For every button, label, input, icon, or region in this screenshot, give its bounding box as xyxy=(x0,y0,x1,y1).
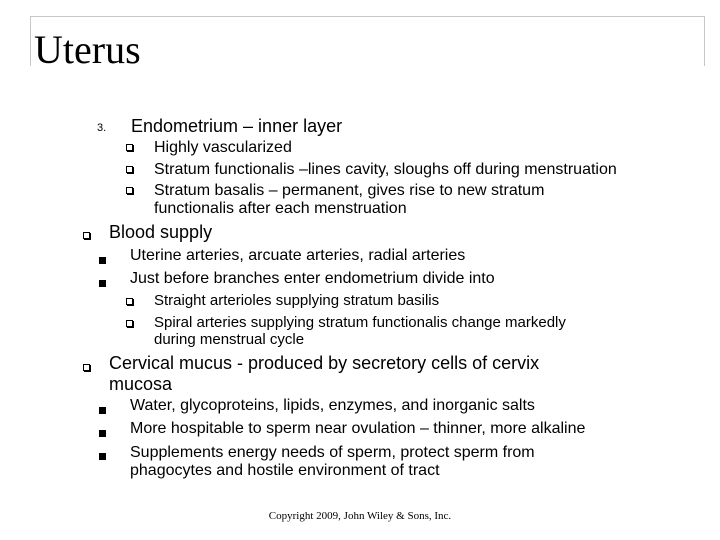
hollow-square-bullet-icon xyxy=(126,320,133,327)
list-item: More hospitable to sperm near ovulation – thinner, more alkaline xyxy=(130,420,586,437)
hollow-square-bullet-icon xyxy=(126,144,133,151)
list-item-continuation: during menstrual cycle xyxy=(154,331,305,348)
list-item: Water, glycoproteins, lipids, enzymes, and inorganic salts xyxy=(130,397,535,414)
title-frame-right xyxy=(704,16,705,66)
list-item: Stratum basalis – permanent, gives rise to new stratum xyxy=(154,182,545,199)
list-item: Straight arterioles supplying stratum basilis xyxy=(154,292,440,309)
slide-title: Uterus xyxy=(34,27,141,72)
solid-square-bullet-icon xyxy=(99,257,106,264)
endometrium-heading: Endometrium – inner layer xyxy=(131,116,343,136)
hollow-square-bullet-icon xyxy=(83,364,90,371)
title-frame-top xyxy=(30,16,705,17)
solid-square-bullet-icon xyxy=(99,407,106,414)
list-item: Spiral arteries supplying stratum functionalis change markedly xyxy=(154,314,566,331)
solid-square-bullet-icon xyxy=(99,280,106,287)
blood-supply-heading: Blood supply xyxy=(109,222,213,242)
list-item: Supplements energy needs of sperm, protect sperm from xyxy=(130,444,535,461)
list-number: 3. xyxy=(97,122,107,134)
hollow-square-bullet-icon xyxy=(126,298,133,305)
hollow-square-bullet-icon xyxy=(83,232,90,239)
title-frame-left xyxy=(30,16,31,66)
list-item: Uterine arteries, arcuate arteries, radial arteries xyxy=(130,247,466,264)
solid-square-bullet-icon xyxy=(99,453,106,460)
cervical-mucus-heading: Cervical mucus - produced by secretory cells of cervix xyxy=(109,353,540,373)
list-item: Highly vascularized xyxy=(154,139,292,156)
cervical-mucus-heading-continuation: mucosa xyxy=(109,374,173,394)
list-item-continuation: functionalis after each menstruation xyxy=(154,200,407,217)
copyright-footer: Copyright 2009, John Wiley & Sons, Inc. xyxy=(268,510,452,522)
solid-square-bullet-icon xyxy=(99,430,106,437)
list-item-continuation: phagocytes and hostile environment of tract xyxy=(130,462,440,479)
hollow-square-bullet-icon xyxy=(126,187,133,194)
list-item: Stratum functionalis –lines cavity, sloughs off during menstruation xyxy=(154,161,617,178)
list-item: Just before branches enter endometrium divide into xyxy=(130,270,495,287)
hollow-square-bullet-icon xyxy=(126,166,133,173)
